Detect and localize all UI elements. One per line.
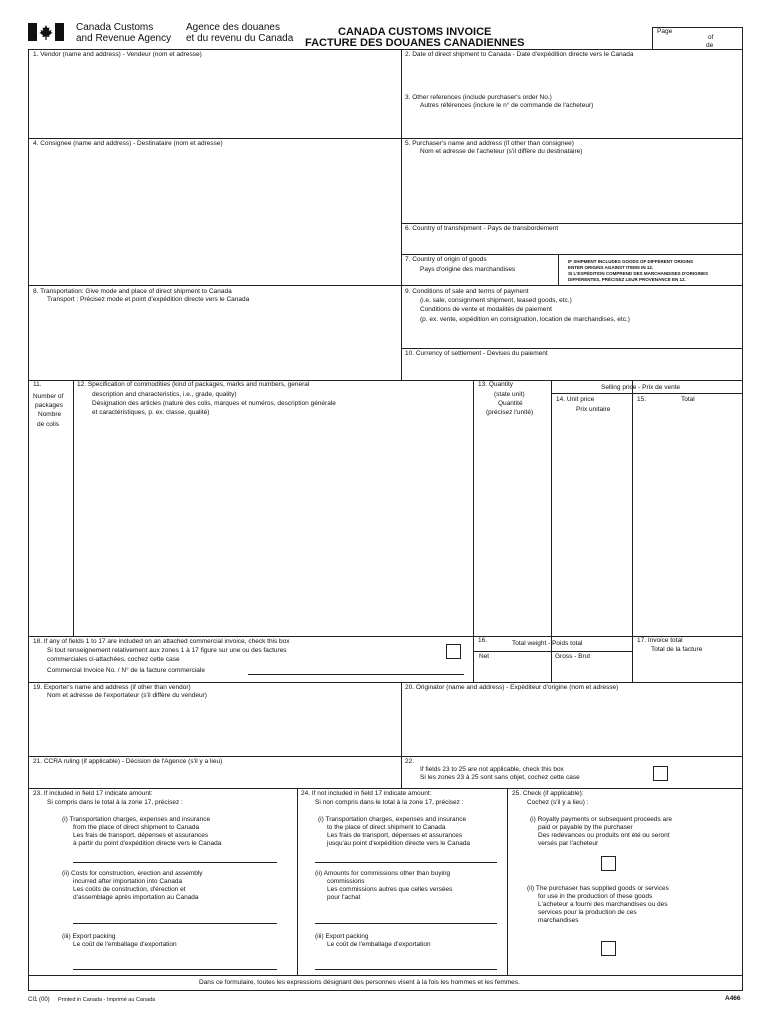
packages-column[interactable] — [29, 430, 73, 636]
field-15-label-num: 15. — [637, 396, 647, 403]
field-22-label-en: If fields 23 to 25 are not applicable, check this box — [420, 766, 564, 773]
field-11-label-4: de colis — [37, 421, 60, 428]
field-18-label-2: Si tout renseignement relativement aux zones 1 à 17 figure sur une ou des factures — [47, 647, 287, 654]
field-7-note-1: IF SHIPMENT INCLUDES GOODS OF DIFFERENT ORIGINS — [568, 259, 694, 264]
net-weight-field[interactable] — [474, 661, 551, 682]
field-22-label-num: 22. — [405, 758, 415, 765]
field-8-label-fr: Transport : Précisez mode et point d'expédition directe vers le Canada — [47, 296, 250, 303]
page-de-label: de — [706, 42, 714, 49]
vendor-field[interactable] — [29, 50, 401, 138]
field-25-ii-2: for use in the production of these goods — [538, 893, 653, 900]
field-23-i-3: Les frais de transport, dépenses et assurances — [73, 832, 209, 839]
field-24-i-4: jusqu'au point d'expédition directe vers le Canada — [327, 840, 471, 847]
field-23-iii-amount-line[interactable] — [73, 969, 277, 970]
purchaser-supplied-goods-checkbox[interactable] — [601, 941, 616, 956]
field-25-i-3: Des redevances ou produits ont été ou seront — [538, 832, 670, 839]
commercial-invoice-number-line[interactable] — [248, 674, 464, 675]
field-24-ii-amount-line[interactable] — [315, 923, 497, 924]
agency-name-en-line2: and Revenue Agency — [76, 33, 172, 44]
canada-flag-icon — [28, 23, 64, 41]
commodities-column[interactable] — [74, 420, 473, 636]
field-4-label: 4. Consignee (name and address) - Destinataire (nom et adresse) — [33, 140, 223, 147]
field-20-label: 20. Originator (name and address) - Expéditeur d'origine (nom et adresse) — [405, 684, 619, 691]
field-23-i-amount-line[interactable] — [73, 862, 277, 863]
field-25-ii-3: L'acheteur a fourni des marchandises ou des — [538, 901, 668, 908]
field-24-i-1: (i) Transportation charges, expenses and insurance — [318, 816, 467, 823]
field-3-label-en: 3. Other references (include purchaser's order No.) — [405, 94, 552, 101]
form-id: CI1 (00) — [28, 997, 50, 1003]
weight-net-label: Net — [479, 653, 490, 660]
field-10-label: 10. Currency of settlement - Devises du paiement — [405, 350, 548, 357]
field-18-label-4: Commercial Invoice No. / N° de la facture commerciale — [47, 667, 205, 674]
field-19-label-fr: Nom et adresse de l'exportateur (s'il diffère du vendeur) — [47, 692, 207, 699]
field-23-ii-3: Les coûts de construction, d'érection et — [73, 886, 186, 893]
field-25-label-fr: Cochez (s'il y a lieu) : — [527, 799, 589, 806]
field-24-ii-3: Les commissions autres que celles versées — [327, 886, 453, 893]
field-5-label-fr: Nom et adresse de l'acheteur (s'il diffère du destinataire) — [420, 148, 583, 155]
field-23-i-4: à partir du point d'expédition directe vers le Canada — [73, 840, 222, 847]
gross-weight-field[interactable] — [552, 661, 632, 682]
field-23-ii-1: (ii) Costs for construction, erection and assembly — [62, 870, 203, 877]
gender-note: Dans ce formulaire, toutes les expressions désignant des personnes visent à la fois les hommes et les femmes. — [199, 979, 520, 986]
field-23-i-1: (i) Transportation charges, expenses and insurance — [62, 816, 211, 823]
field-23-label-fr: Si compris dans le total à la zone 17, précisez : — [47, 799, 183, 806]
field-12-label-2: description and characteristics, i.e., grade, quality) — [92, 391, 237, 398]
field-5-label-en: 5. Purchaser's name and address (if other than consignee) — [405, 140, 574, 147]
field-24-ii-2: commissions — [327, 878, 365, 885]
field-24-label-en: 24. If not included in field 17 indicate amount: — [301, 790, 432, 797]
field-9-label-1: 9. Conditions of sale and terms of payment — [405, 288, 529, 295]
printed-in-canada: Printed in Canada - Imprimé au Canada — [58, 997, 156, 1003]
field-11-label-3: Nombre — [38, 411, 62, 418]
field-24-iii-1: (iii) Export packing — [315, 933, 369, 940]
field-23-i-2: from the place of direct shipment to Canada — [73, 824, 200, 831]
field-13-label-4: (précisez l'unité) — [486, 409, 534, 416]
field-25-i-2: paid or payable by the purchaser — [538, 824, 633, 831]
field-8-label-en: 8. Transportation: Give mode and place of direct shipment to Canada — [33, 288, 232, 295]
field-12-label-4: et caractéristiques, p. ex. classe, qualité) — [92, 409, 210, 416]
form-title-en: CANADA CUSTOMS INVOICE — [338, 26, 492, 38]
field-18-label-3: commerciales ci-attachées, cochez cette case — [47, 656, 180, 663]
quantity-column[interactable] — [474, 420, 551, 636]
field-23-ii-4: d'assemblage après importation au Canada — [73, 894, 199, 901]
field-9-label-3: Conditions de vente et modalités de paiement — [420, 306, 552, 313]
field-13-label-2: (state unit) — [494, 391, 525, 398]
agency-name-fr-line2: et du revenu du Canada — [186, 33, 294, 44]
agency-name-en-line1: Canada Customs — [76, 22, 154, 33]
field-3-label-fr: Autres références (inclure le n° de commande de l'acheteur) — [420, 102, 594, 109]
field-23-label-en: 23. If included in field 17 indicate amount: — [33, 790, 153, 797]
field-7-label-fr: Pays d'origine des marchandises — [420, 266, 516, 273]
field-9-label-4: (p. ex. vente, expédition en consignation, location de marchandises, etc.) — [420, 316, 630, 323]
field-6-label: 6. Country of transhipment - Pays de transbordement — [405, 225, 559, 232]
field-11-label-2: packages — [35, 402, 63, 409]
field-11-label-1: Number of — [33, 393, 64, 400]
field-16-label-num: 16. — [478, 637, 488, 644]
field-25-ii-4: services pour la production de ces — [538, 909, 637, 916]
weight-gross-label: Gross - Brut — [555, 653, 591, 660]
field-24-i-3: Les frais de transport, dépenses et assurances — [327, 832, 463, 839]
field-25-ii-1: (ii) The purchaser has supplied goods or services — [527, 885, 669, 892]
field-25-label-en: 25. Check (if applicable): — [512, 790, 584, 797]
field-1-label: 1. Vendor (name and address) - Vendeur (nom et adresse) — [33, 51, 202, 58]
field-22-label-fr: Si les zones 23 à 25 sont sans objet, cochez cette case — [420, 774, 580, 781]
consignee-field[interactable] — [29, 139, 401, 285]
field-24-ii-1: (ii) Amounts for commissions other than buying — [315, 870, 451, 877]
field-9-label-2: (i.e. sale, consignment shipment, leased goods, etc.) — [420, 297, 572, 304]
field-23-iii-1: (iii) Export packing — [62, 933, 116, 940]
field-23-ii-amount-line[interactable] — [73, 923, 277, 924]
fields-not-applicable-checkbox[interactable] — [653, 766, 668, 781]
form-code: A466 — [725, 995, 741, 1002]
field-7-note-3: SI L'EXPÉDITION COMPREND DES MARCHANDISES D'ORIGINES — [568, 271, 709, 276]
field-24-label-fr: Si non compris dans le total à la zone 17, précisez : — [315, 799, 464, 806]
field-25-ii-5: marchandises — [538, 917, 579, 924]
form-title-fr: FACTURE DES DOUANES CANADIENNES — [305, 37, 525, 49]
agency-name-fr-line1: Agence des douanes — [186, 22, 280, 33]
field-15-label: Total — [681, 396, 695, 403]
field-12-label-3: Désignation des articles (nature des colis, marques et numéros, description générale — [92, 400, 336, 407]
field-7-note-4: DIFFÉRENTES, PRÉCISEZ LEUR PROVENANCE EN 12. — [568, 277, 686, 282]
field-13-label-3: Quantité — [498, 400, 523, 407]
unit-price-column[interactable] — [552, 420, 632, 636]
field-18-label-1: 18. If any of fields 1 to 17 are included on an attached commercial invoice, check this box — [33, 638, 290, 645]
royalty-payments-checkbox[interactable] — [601, 856, 616, 871]
field-25-i-1: (i) Royalty payments or subsequent proceeds are — [530, 816, 672, 823]
total-column[interactable] — [633, 420, 742, 636]
field-12-label-1: 12. Specification of commodities (kind of packages, marks and numbers, general — [77, 381, 310, 388]
field-14-label-2: Prix unitaire — [576, 406, 611, 413]
field-24-iii-2: Le coût de l'emballage d'exportation — [327, 941, 431, 948]
field-14-label-1: 14. Unit price — [556, 396, 595, 403]
field-24-i-amount-line[interactable] — [315, 862, 497, 863]
field-17-label-1: 17. Invoice total — [637, 637, 683, 644]
field-13-label-1: 13. Quantity — [478, 381, 514, 388]
originator-field[interactable] — [402, 683, 742, 756]
field-21-label: 21. CCRA ruling (if applicable) - Décision de l'Agence (s'il y a lieu) — [33, 758, 223, 765]
field-24-iii-amount-line[interactable] — [315, 969, 497, 970]
field-24-i-2: to the place of direct shipment to Canada — [327, 824, 446, 831]
field-17-label-2: Total de la facture — [651, 646, 703, 653]
field-2-label: 2. Date of direct shipment to Canada - Date d'expédition directe vers le Canada — [405, 51, 634, 58]
field-25-i-4: versés par l'acheteur — [538, 840, 599, 847]
field-7-label-en: 7. Country of origin of goods — [405, 256, 487, 263]
page-of-label: of — [708, 34, 714, 41]
invoice-total-field[interactable] — [633, 656, 742, 682]
field-16-label: Total weight - Poids total — [512, 640, 583, 647]
field-19-label-en: 19. Exporter's name and address (if other than vendor) — [33, 684, 191, 691]
attached-invoice-checkbox[interactable] — [446, 644, 461, 659]
field-7-note-2: ENTER ORIGINS AGAINST ITEMS IN 12. — [568, 265, 654, 270]
field-11-label-num: 11. — [33, 381, 42, 388]
field-23-ii-2: incurred after importation into Canada — [73, 878, 183, 885]
selling-price-label: Selling price - Prix de vente — [601, 384, 681, 391]
field-24-ii-4: pour l'achat — [327, 894, 361, 901]
page-label: Page — [657, 28, 673, 35]
field-23-iii-2: Le coût de l'emballage d'exportation — [73, 941, 177, 948]
